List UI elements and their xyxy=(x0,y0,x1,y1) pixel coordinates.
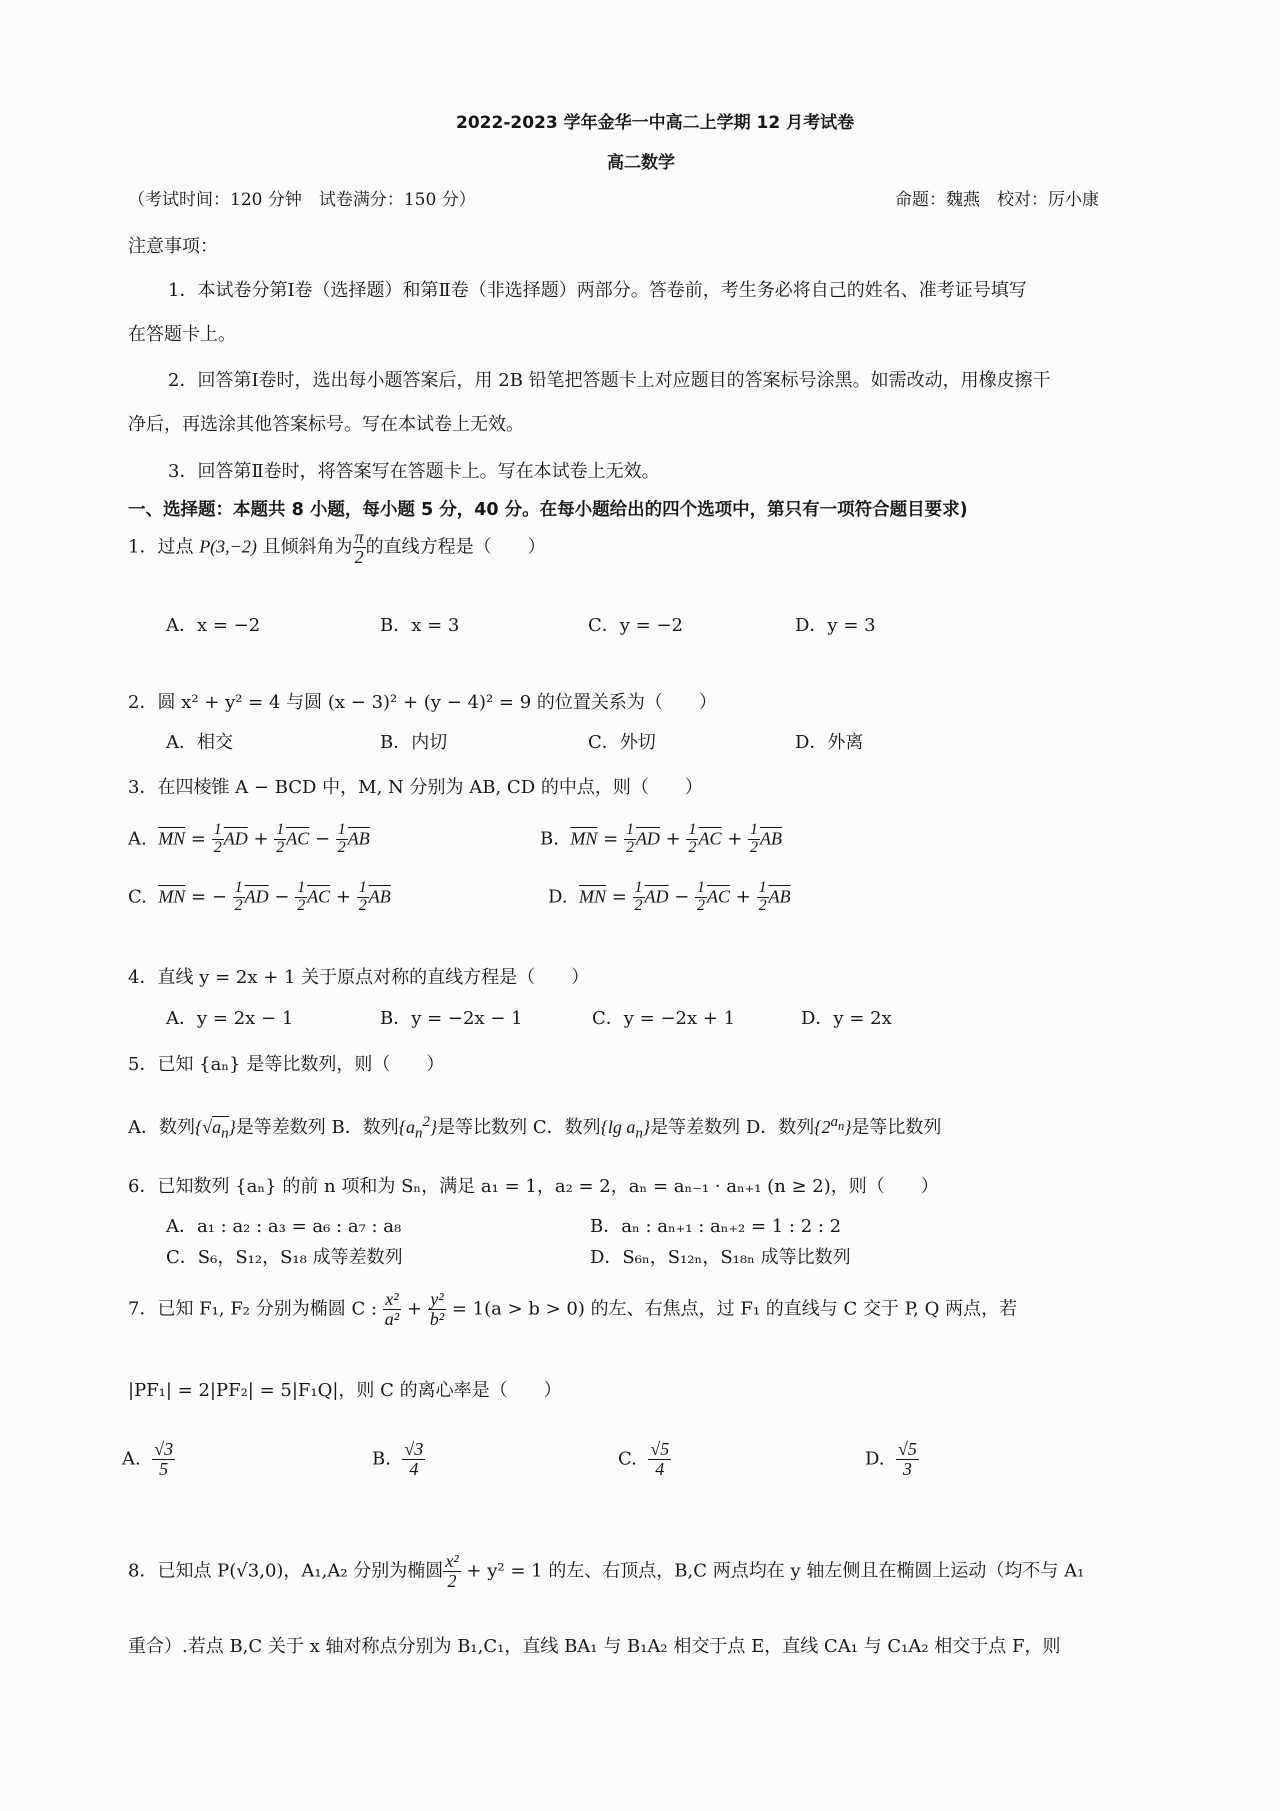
q2-option-a: A．相交 xyxy=(166,732,233,753)
exam-subtitle: 高二数学 xyxy=(607,153,675,173)
q1-option-d: D．y = 3 xyxy=(795,615,876,636)
q3-option-c: C. $\overline{MN}$ = − $\frac{1}{2}$ $\overline{AD}$ − $\frac{1}{2}$ $\overline{AC}$ + $\frac{1}{2}$ $\overline{AB}$ xyxy=(128,879,391,914)
q2-option-b: B．内切 xyxy=(380,732,448,753)
question-2: 2．圆 x² + y² = 4 与圆 (x − 3)² + (y − 4)² = 9 的位置关系为（ ） xyxy=(128,692,717,713)
q4-option-d: D．y = 2x xyxy=(801,1008,892,1029)
section-1-heading: 一、选择题：本题共 8 小题，每小题 5 分，40 分。在每小题给出的四个选项中，第只有一项符合题目要求) xyxy=(128,500,968,520)
q6-option-b: B．aₙ : aₙ₊₁ : aₙ₊₂ = 1 : 2 : 2 xyxy=(590,1216,842,1237)
question-5: 5．已知 {aₙ} 是等比数列，则（ ） xyxy=(128,1054,445,1075)
q3-option-d: D. $\overline{MN}$ = $\frac{1}{2}$ $\overline{AD}$ − $\frac{1}{2}$ $\overline{AC}$ + $\frac{1}{2}$ $\overline{AB}$ xyxy=(548,879,791,914)
question-7-line-2: |PF₁| = 2|PF₂| = 5|F₁Q|，则 C 的离心率是（ ） xyxy=(128,1380,562,1401)
q7-option-c: C. $\frac{√5}{4}$ xyxy=(618,1439,670,1479)
q1-option-c: C．y = −2 xyxy=(588,615,684,636)
notice-item-2-line-2: 净后，再选涂其他答案标号。写在本试卷上无效。 xyxy=(128,414,524,435)
question-8-line-2: 重合）.若点 B,C 关于 x 轴对称点分别为 B₁,C₁，直线 BA₁ 与 B₁A₂ 相交于点 E，直线 CA₁ 与 C₁A₂ 相交于点 F，则 xyxy=(128,1636,1061,1657)
question-7: 7．已知 F₁, F₂ 分别为椭圆 C : $\frac{\text{x²}}{\text{a²}}$ + $\frac{\text{y²}}{\text{b²}}$ = 1(a > b > 0) 的左、右焦点，过 F₁ 的直线与 C 交于 P, Q 两点，若 xyxy=(128,1289,1018,1329)
question-1: 1．过点 P(3,−2) 且倾斜角为 $\frac{\pi}{2}$ 的直线方程是（ ） xyxy=(128,527,546,567)
q2-option-c: C．外切 xyxy=(588,732,656,753)
notice-item-3: 3．回答第Ⅱ卷时，将答案写在答题卡上。写在本试卷上无效。 xyxy=(168,461,660,482)
q4-option-c: C．y = −2x + 1 xyxy=(592,1008,736,1029)
q3-option-a: A. $\overline{MN}$ = $\frac{1}{2}$ $\overline{AD}$ + $\frac{1}{2}$ $\overline{AC}$ − $\frac{1}{2}$ $\overline{AB}$ xyxy=(128,821,370,856)
q4-option-b: B．y = −2x − 1 xyxy=(380,1008,523,1029)
q5-options: A．数列$\{√a_n\}$是等差数列 B．数列$\{a_n^2\}$是等比数列 C．数列{lg $a_n$}是等差数列 D．数列$\{2^{a_n}\}$是等比数列 xyxy=(128,1114,942,1142)
notice-heading: 注意事项： xyxy=(128,236,218,257)
q6-option-a: A．a₁ : a₂ : a₃ = a₆ : a₇ : a₈ xyxy=(166,1216,402,1237)
q6-option-d: D．S₆ₙ，S₁₂ₙ，S₁₈ₙ 成等比数列 xyxy=(590,1247,851,1268)
q2-option-d: D．外离 xyxy=(795,732,864,753)
q1-option-b: B．x = 3 xyxy=(380,615,460,636)
notice-item-1-line-2: 在答题卡上。 xyxy=(128,324,236,345)
exam-authors: 命题：魏燕 校对：厉小康 xyxy=(895,190,1099,210)
q7-option-d: D. $\frac{√5}{3}$ xyxy=(865,1439,917,1479)
question-8: 8．已知点 P(√3,0)，A₁,A₂ 分别为椭圆 $\frac{\text{x²}}{2}$ + y² = 1 的左、右顶点，B,C 两点均在 y 轴左侧且在椭圆上运动（均不与 A₁ xyxy=(128,1551,1085,1591)
question-4: 4．直线 y = 2x + 1 关于原点对称的直线方程是（ ） xyxy=(128,967,590,988)
notice-item-1-line-1: 1．本试卷分第Ⅰ卷（选择题）和第Ⅱ卷（非选择题）两部分。答卷前，考生务必将自己的姓名、准考证号填写 xyxy=(168,280,1027,301)
notice-item-2-line-1: 2．回答第Ⅰ卷时，选出每小题答案后，用 2B 铅笔把答题卡上对应题目的答案标号涂黑。如需改动，用橡皮擦干 xyxy=(168,370,1051,391)
exam-info: （考试时间：120 分钟 试卷满分：150 分） xyxy=(128,190,476,210)
q1-option-a: A．x = −2 xyxy=(166,615,261,636)
exam-title: 2022-2023 学年金华一中高二上学期 12 月考试卷 xyxy=(456,113,855,133)
question-3: 3．在四棱锥 A − BCD 中，M, N 分别为 AB, CD 的中点，则（ ） xyxy=(128,777,703,798)
q7-option-b: B. $\frac{√3}{4}$ xyxy=(372,1439,424,1479)
q4-option-a: A．y = 2x − 1 xyxy=(166,1008,294,1029)
question-6: 6．已知数列 {aₙ} 的前 n 项和为 Sₙ，满足 a₁ = 1，a₂ = 2，aₙ = aₙ₋₁ · aₙ₊₁ (n ≥ 2)，则（ ） xyxy=(128,1176,939,1197)
q7-option-a: A. $\frac{√3}{5}$ xyxy=(122,1439,174,1479)
q6-option-c: C．S₆，S₁₂，S₁₈ 成等差数列 xyxy=(166,1247,403,1268)
q3-option-b: B. $\overline{MN}$ = $\frac{1}{2}$ $\overline{AD}$ + $\frac{1}{2}$ $\overline{AC}$ + $\frac{1}{2}$ $\overline{AB}$ xyxy=(540,821,783,856)
